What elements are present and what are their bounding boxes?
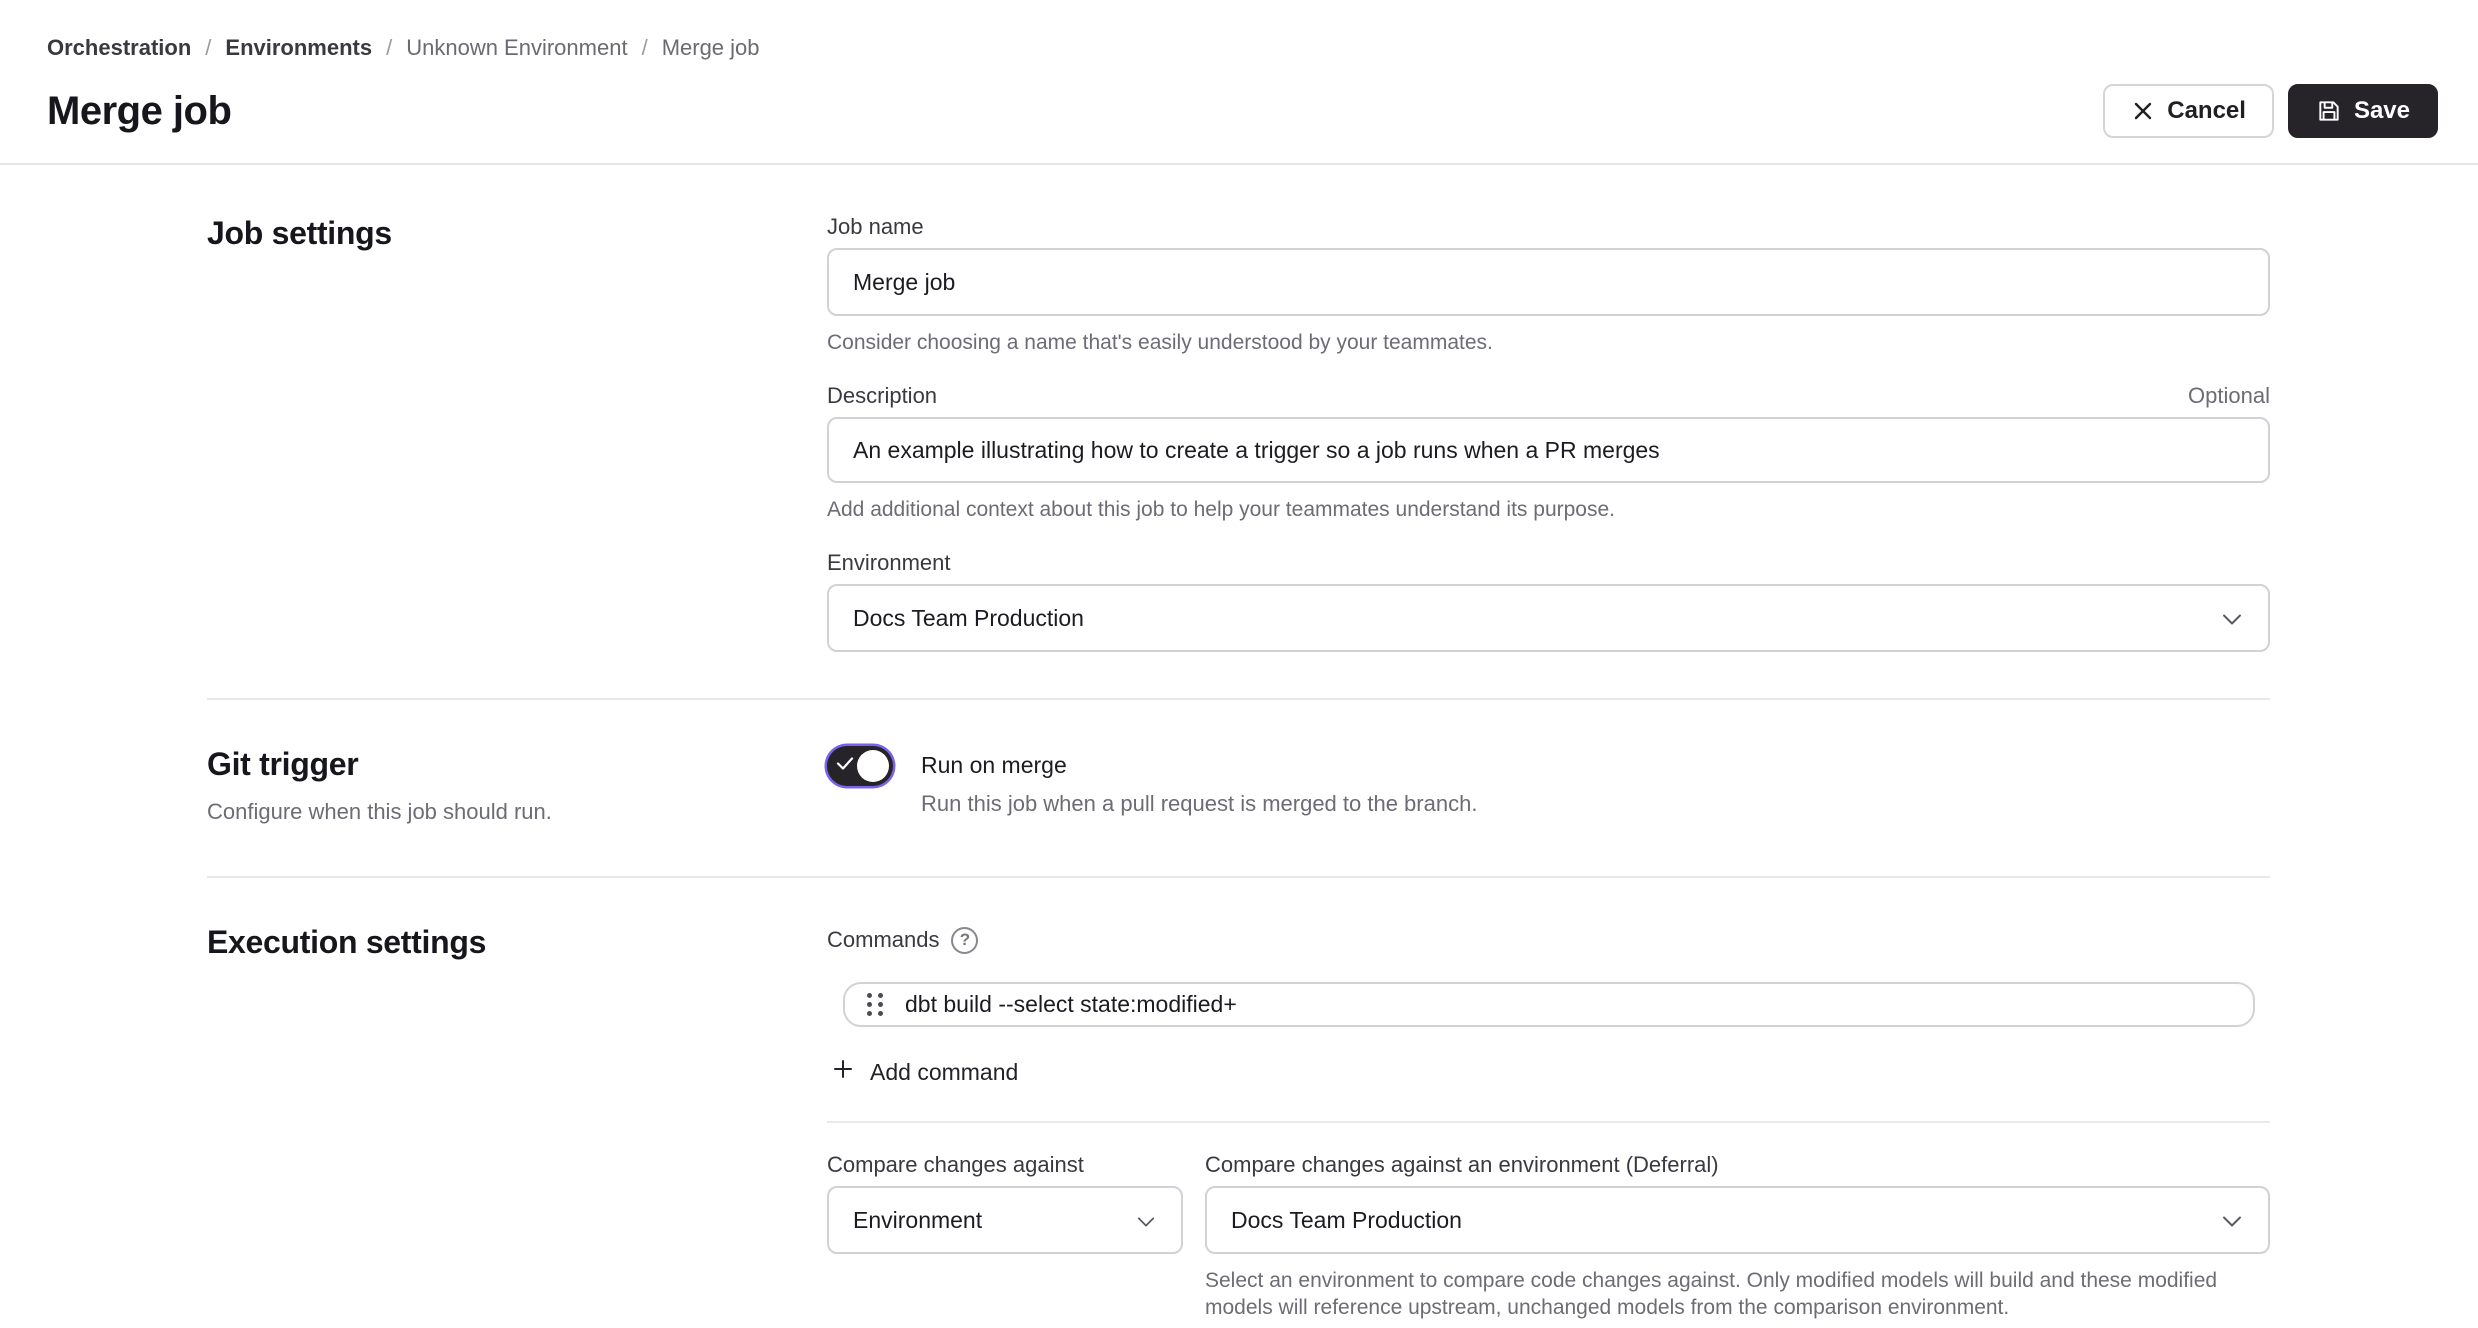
add-command-button[interactable] xyxy=(831,1057,1018,1087)
commands-label: Commands xyxy=(827,927,940,952)
run-on-merge-label: Run on merge xyxy=(921,752,1067,778)
chevron-down-icon xyxy=(2222,605,2242,632)
description-input[interactable] xyxy=(827,417,2270,483)
chevron-down-icon xyxy=(2222,1207,2242,1234)
compare-against-field-group xyxy=(827,1151,1183,1321)
form-content xyxy=(0,165,2270,1321)
execution-settings-heading: Execution settings xyxy=(207,924,487,960)
check-icon xyxy=(836,757,854,776)
breadcrumb-orchestration[interactable]: Orchestration xyxy=(47,35,192,60)
environment-label: Environment xyxy=(827,550,951,575)
deferral-select-value: Docs Team Production xyxy=(1231,1206,1462,1233)
deferral-field-group xyxy=(1205,1151,2270,1321)
deferral-helper: Select an environment to compare code changes against. Only modified models will build and these modified models will reference upstream, unchanged models from the comparison environment. xyxy=(1205,1269,2218,1319)
job-settings-heading: Job settings xyxy=(207,215,392,251)
save-button-label: Save xyxy=(2353,97,2410,124)
chevron-down-icon xyxy=(1137,1207,1155,1234)
deferral-environment-select[interactable] xyxy=(1205,1186,2270,1254)
save-button[interactable] xyxy=(2288,84,2438,138)
job-name-field-group xyxy=(827,213,2270,356)
deferral-label: Compare changes against an environment (Deferral) xyxy=(1205,1152,1719,1177)
compare-against-label: Compare changes against xyxy=(827,1152,1084,1177)
optional-badge: Optional xyxy=(2188,383,2270,408)
description-field-group xyxy=(827,382,2270,523)
git-trigger-heading: Git trigger xyxy=(207,746,359,782)
section-execution-settings xyxy=(207,878,2270,1321)
breadcrumb-separator: / xyxy=(386,35,393,60)
help-icon[interactable]: ? xyxy=(951,927,978,954)
breadcrumb xyxy=(47,34,2438,62)
breadcrumb-unknown-environment[interactable]: Unknown Environment xyxy=(406,35,628,60)
environment-field-group xyxy=(827,549,2270,652)
add-command-label: Add command xyxy=(870,1058,1019,1085)
cancel-button-label: Cancel xyxy=(2167,97,2246,124)
breadcrumb-separator: / xyxy=(641,35,648,60)
page-title: Merge job xyxy=(47,88,232,133)
run-on-merge-row xyxy=(827,744,2270,818)
commands-divider xyxy=(827,1121,2270,1123)
toggle-knob xyxy=(857,750,889,782)
plus-icon xyxy=(831,1057,855,1087)
job-name-helper: Consider choosing a name that's easily understood by your teammates. xyxy=(827,331,1493,354)
drag-handle-icon[interactable] xyxy=(867,993,883,1016)
description-helper: Add additional context about this job to help your teammates understand its purpose. xyxy=(827,498,1615,521)
cancel-button[interactable] xyxy=(2103,84,2274,138)
breadcrumb-current-page: Merge job xyxy=(661,35,760,60)
compare-row xyxy=(827,1151,2270,1321)
breadcrumb-separator: / xyxy=(205,35,212,60)
run-on-merge-description: Run this job when a pull request is merged to the branch. xyxy=(921,791,1478,816)
git-trigger-subheading: Configure when this job should run. xyxy=(207,799,552,824)
environment-select[interactable] xyxy=(827,584,2270,652)
command-row xyxy=(843,982,2255,1027)
run-on-merge-toggle[interactable] xyxy=(827,746,893,786)
close-icon xyxy=(2131,99,2155,123)
section-git-trigger xyxy=(207,700,2270,876)
job-name-input[interactable] xyxy=(827,248,2270,316)
environment-select-value: Docs Team Production xyxy=(853,604,1084,631)
job-name-label: Job name xyxy=(827,214,924,239)
compare-against-select[interactable] xyxy=(827,1186,1183,1254)
breadcrumb-environments[interactable]: Environments xyxy=(225,35,373,60)
header-actions xyxy=(2103,84,2438,138)
command-input[interactable] xyxy=(905,991,2233,1018)
compare-against-select-value: Environment xyxy=(853,1206,983,1233)
page-header xyxy=(0,0,2478,165)
save-disk-icon xyxy=(2316,98,2342,124)
section-job-settings xyxy=(207,165,2270,698)
description-label: Description xyxy=(827,383,938,408)
